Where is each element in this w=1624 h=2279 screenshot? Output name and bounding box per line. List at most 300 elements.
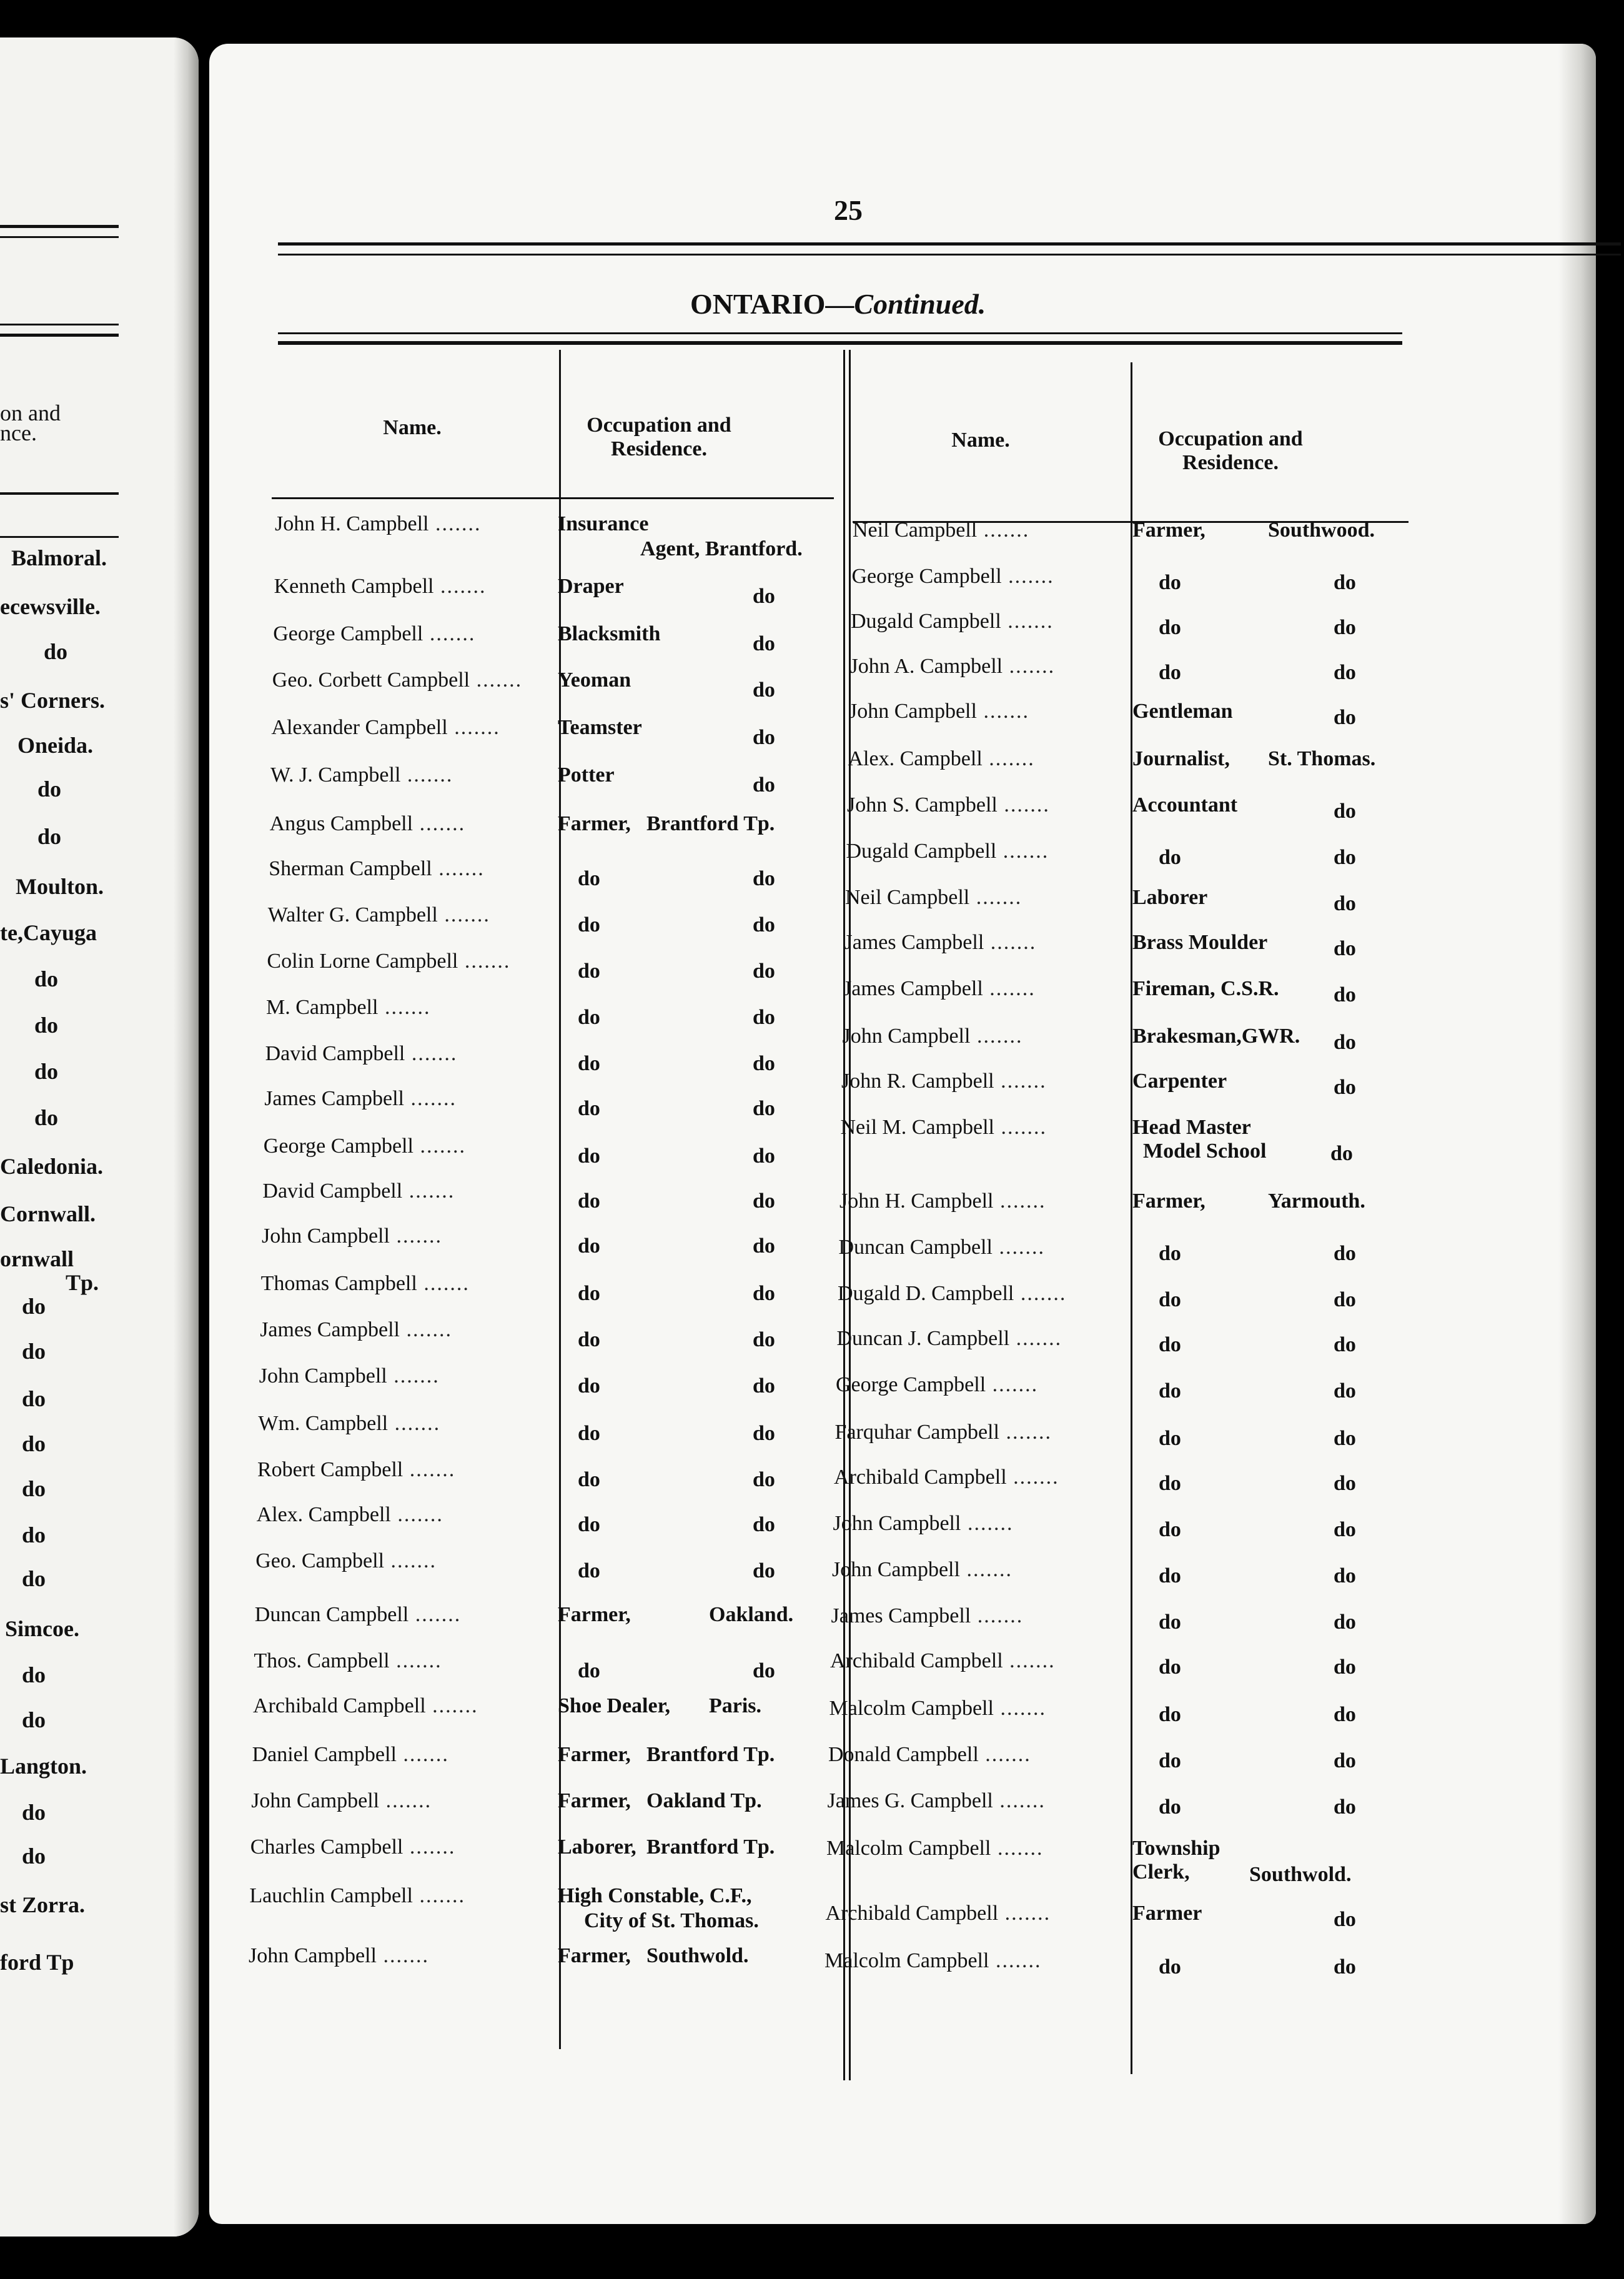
entry-name-left	[269, 857, 485, 881]
name-text: Lauchlin Campbell	[249, 1884, 413, 1907]
leader-dots: .......	[376, 1944, 429, 1967]
entry-occupation-left: Blacksmith	[558, 622, 661, 645]
left-page-fragment: do	[22, 1707, 46, 1732]
leader-dots: .......	[390, 1503, 443, 1526]
entry-residence-right: Southwood.	[1268, 519, 1375, 542]
left-rule-5	[0, 492, 119, 495]
entry-name-right	[826, 1902, 1051, 1925]
name-text: Neil Campbell	[853, 519, 978, 542]
entry-name-right	[833, 1512, 1014, 1536]
entry-name-right	[838, 1282, 1066, 1306]
entry-occupation-right: do	[1159, 1333, 1181, 1356]
left-page-edge	[0, 37, 199, 2237]
entry-occupation-left: do	[578, 1097, 600, 1120]
entry-name-left	[270, 812, 465, 836]
page-number: 25	[834, 194, 863, 226]
left-page-fragment: do	[37, 777, 62, 802]
entry-residence-left: Brantford Tp.	[646, 1743, 775, 1766]
column-header-name-left	[350, 416, 475, 440]
entry-name-right	[839, 1236, 1045, 1259]
left-page-fragment: do	[34, 1105, 59, 1130]
entry-residence-right: do	[1334, 661, 1356, 684]
entry-name-left	[251, 1789, 432, 1813]
entry-residence-right: do	[1334, 1379, 1356, 1403]
entry-name-left	[250, 1835, 456, 1859]
leader-dots: .......	[1001, 565, 1054, 588]
leader-dots: .......	[400, 763, 453, 787]
entry-name-left	[261, 1272, 470, 1296]
entry-residence-left: do	[753, 632, 775, 655]
leader-dots: .......	[996, 840, 1049, 863]
leader-dots: .......	[389, 1649, 442, 1672]
entry-residence-left: do	[753, 1559, 775, 1582]
entry-name-left	[267, 950, 510, 973]
name-text: Neil Campbell	[845, 886, 970, 909]
column-divider-center-a	[843, 350, 845, 2080]
left-page-fragment: Cornwall.	[0, 1201, 96, 1226]
leader-dots: .......	[998, 1902, 1051, 1925]
entry-name-left	[273, 622, 475, 646]
entry-occupation-right: Accountant	[1132, 793, 1238, 817]
leader-dots: .......	[399, 1318, 452, 1341]
entry-residence-continued-left: City of St. Thomas.	[584, 1909, 759, 1932]
left-rule-4	[0, 334, 119, 337]
name-text: Duncan Campbell	[838, 1236, 993, 1259]
left-page-fragment: s' Corners.	[0, 688, 105, 713]
leader-dots: .......	[993, 1697, 1046, 1720]
column-header-occupation-right	[1099, 427, 1362, 475]
entry-occupation-right: Gentleman	[1132, 700, 1233, 723]
left-page-gutter	[174, 37, 199, 2237]
entry-occupation-right: do	[1159, 1656, 1181, 1679]
entry-residence-left: do	[753, 726, 775, 749]
entry-name-left	[262, 1224, 442, 1248]
leader-dots: .......	[993, 1789, 1046, 1812]
entry-name-right	[824, 1949, 1041, 1973]
entry-occupation-left: Yeoman	[558, 668, 631, 692]
leader-dots: .......	[959, 1558, 1013, 1581]
leader-dots: .......	[970, 1025, 1023, 1048]
name-text: Neil M. Campbell	[840, 1116, 994, 1139]
leader-dots: .......	[977, 519, 1030, 542]
leader-dots: .......	[413, 812, 466, 835]
entry-occupation-left: High Constable, C.F.,	[558, 1884, 752, 1907]
left-page-fragment: do	[22, 1844, 46, 1869]
entry-occupation-right: do	[1159, 1795, 1181, 1819]
entry-occupation-left: Insurance	[558, 512, 649, 535]
left-page-fragment: Balmoral.	[11, 545, 107, 570]
entry-residence-left: do	[753, 1422, 775, 1445]
entry-name-left	[249, 1944, 429, 1968]
name-text: John Campbell	[849, 700, 977, 723]
left-page-fragment: do	[34, 966, 59, 991]
leader-dots: .......	[982, 747, 1035, 770]
entry-name-left	[253, 1694, 478, 1718]
entry-residence-left: Brantford Tp.	[646, 1835, 775, 1859]
leader-dots: .......	[999, 1421, 1052, 1444]
leader-dots: .......	[388, 1412, 441, 1435]
name-text: James Campbell	[843, 977, 983, 1000]
entry-residence-right: do	[1334, 1472, 1356, 1495]
entry-occupation-right: Brass Moulder	[1132, 931, 1268, 954]
name-text: Archibald Campbell	[825, 1902, 999, 1925]
entry-occupation-left: Laborer,	[558, 1835, 636, 1859]
name-text: M. Campbell	[266, 996, 379, 1019]
left-page-fragment: on and	[0, 400, 61, 425]
entry-occupation-right: Head Master	[1132, 1116, 1251, 1139]
entry-residence-left: do	[753, 1189, 775, 1213]
entry-residence-right: Yarmouth.	[1268, 1189, 1365, 1213]
entry-residence-right: do	[1334, 892, 1356, 915]
entry-occupation-left: do	[578, 1006, 600, 1029]
entry-occupation-right: do	[1159, 1242, 1181, 1265]
name-text: Donald Campbell	[828, 1743, 979, 1766]
entry-name-right	[834, 1466, 1059, 1489]
name-text: Malcolm Campbell	[829, 1697, 994, 1720]
entry-residence-left: do	[753, 585, 775, 608]
entry-occupation-left: Teamster	[558, 716, 642, 739]
leader-dots: .......	[983, 977, 1036, 1000]
entry-residence-left: do	[753, 1468, 775, 1491]
entry-residence-left: Oakland Tp.	[646, 1789, 762, 1812]
leader-dots: .......	[432, 857, 485, 880]
entry-occupation-left: do	[578, 1468, 600, 1491]
leader-dots: .......	[425, 1694, 478, 1717]
entry-name-left	[262, 1179, 455, 1203]
entry-residence-right: do	[1334, 1288, 1356, 1311]
name-text: John Campbell	[251, 1789, 380, 1812]
leader-dots: .......	[976, 700, 1029, 723]
name-text: David Campbell	[262, 1179, 403, 1203]
entry-occupation-right: do	[1159, 1611, 1181, 1634]
name-text: Wm. Campbell	[258, 1412, 389, 1435]
name-text: Sherman Campbell	[269, 857, 432, 880]
entry-residence-left: Brantford Tp.	[646, 812, 775, 835]
entry-occupation-left: do	[578, 1328, 600, 1351]
leader-dots: .......	[447, 716, 500, 739]
entry-name-right	[831, 1604, 1024, 1628]
header-text: Name.	[383, 416, 442, 439]
leader-dots: .......	[412, 1884, 465, 1907]
entry-occupation-right: do	[1159, 1703, 1181, 1726]
name-text: Duncan J. Campbell	[836, 1327, 1010, 1350]
name-text: John Campbell	[833, 1512, 961, 1535]
left-page-fragment: do	[22, 1431, 46, 1456]
entry-name-right	[826, 1837, 1043, 1860]
name-text: John A. Campbell	[849, 655, 1003, 678]
name-text: John S. Campbell	[847, 793, 998, 817]
header-line-2: Residence.	[611, 437, 707, 460]
entry-occupation-left: Farmer,	[558, 1789, 631, 1812]
left-page-fragment: st Zorra.	[0, 1892, 85, 1917]
entry-occupation-right: do	[1159, 1379, 1181, 1403]
leader-dots: .......	[992, 1236, 1045, 1259]
left-page-fragment: ecewsville.	[0, 594, 101, 619]
leader-dots: .......	[389, 1224, 442, 1248]
entry-name-right	[853, 519, 1029, 542]
entry-residence-left: Oakland.	[709, 1603, 794, 1626]
entry-occupation-right: do	[1159, 1427, 1181, 1450]
leader-dots: .......	[1003, 655, 1056, 678]
entry-name-right	[835, 1421, 1052, 1444]
entry-residence-left: do	[753, 1328, 775, 1351]
leader-dots: .......	[437, 903, 490, 926]
leader-dots: .......	[1014, 1282, 1067, 1305]
left-page-fragment: do	[44, 639, 68, 664]
leader-dots: .......	[458, 950, 511, 973]
left-page-fragment: Caledonia.	[0, 1154, 104, 1179]
left-rule-1	[0, 225, 119, 228]
entry-name-left	[260, 1318, 452, 1342]
entry-occupation-left: do	[578, 1374, 600, 1398]
leader-dots: .......	[404, 1087, 457, 1110]
entry-name-left	[257, 1503, 443, 1527]
entry-occupation-right: Journalist,	[1132, 747, 1230, 770]
name-text: Farquhar Campbell	[834, 1421, 999, 1444]
leader-dots: .......	[997, 793, 1050, 817]
entry-residence-right: do	[1334, 1564, 1356, 1587]
leader-dots: .......	[417, 1272, 470, 1295]
entry-residence-right: do	[1334, 1333, 1356, 1356]
entry-occupation-left: Farmer,	[558, 812, 631, 835]
left-page-fragment: do	[22, 1339, 46, 1364]
leader-dots: .......	[978, 1743, 1031, 1766]
entry-name-right	[836, 1373, 1038, 1397]
entry-name-left	[268, 903, 490, 927]
leader-dots: .......	[1001, 610, 1054, 633]
entry-name-left	[249, 1884, 465, 1908]
leader-dots: .......	[984, 931, 1037, 954]
leader-dots: .......	[379, 1789, 432, 1812]
entry-residence-right: do	[1334, 616, 1356, 639]
entry-occupation-left: do	[578, 913, 600, 936]
entry-residence-left: do	[753, 1659, 775, 1682]
entry-name-right	[843, 1025, 1023, 1048]
column-header-name-right	[918, 429, 1043, 452]
entry-occupation-right: Carpenter	[1132, 1070, 1227, 1093]
name-text: Geo. Campbell	[255, 1549, 385, 1572]
entry-name-left	[255, 1603, 461, 1627]
name-text: Thos. Campbell	[254, 1649, 390, 1672]
entry-occupation-left: do	[578, 1513, 600, 1536]
entry-occupation-left: do	[578, 867, 600, 890]
name-text: John R. Campbell	[841, 1070, 994, 1093]
leader-dots: .......	[384, 1549, 437, 1572]
left-page-fragment: Langton.	[0, 1754, 87, 1779]
leader-dots: .......	[428, 512, 482, 535]
entry-name-right	[841, 1116, 1047, 1140]
entry-occupation-right: do	[1159, 1749, 1181, 1772]
entry-residence-left: do	[753, 1006, 775, 1029]
name-text: James Campbell	[844, 931, 984, 954]
left-page-fragment: do	[22, 1386, 46, 1411]
entry-name-left	[275, 512, 481, 536]
entry-name-left	[271, 716, 500, 740]
name-text: W. J. Campbell	[270, 763, 401, 787]
entry-residence-left: Southwold.	[646, 1944, 749, 1967]
left-page-fragment: do	[34, 1059, 59, 1084]
entry-occupation-left: Shoe Dealer,	[558, 1694, 671, 1717]
header-rule-thin	[278, 332, 1402, 334]
entry-name-right	[849, 700, 1029, 723]
entry-occupation-left: Farmer,	[558, 1743, 631, 1766]
entry-occupation-right: Brakesman,GWR.	[1132, 1025, 1300, 1048]
entry-name-left	[257, 1458, 455, 1482]
section-title-main: ONTARIO—	[690, 288, 854, 320]
leader-dots: .......	[961, 1512, 1014, 1535]
leader-dots: .......	[989, 1949, 1042, 1972]
entry-residence-continued-right: do	[1330, 1142, 1353, 1165]
left-page-fragment: do	[37, 824, 62, 849]
entry-name-right	[839, 1189, 1046, 1213]
entry-name-right	[832, 1558, 1013, 1582]
column-header-occupation-left	[534, 414, 784, 461]
section-title	[690, 287, 986, 320]
name-text: George Campbell	[263, 1135, 413, 1158]
left-rule-2	[0, 236, 119, 238]
name-text: Alex. Campbell	[256, 1503, 391, 1526]
leader-dots: .......	[993, 1189, 1046, 1213]
name-text: Alex. Campbell	[848, 747, 983, 770]
entry-residence-left: do	[753, 1513, 775, 1536]
entry-occupation-left: do	[578, 1234, 600, 1258]
entry-name-left	[264, 1135, 466, 1158]
name-text: James Campbell	[260, 1318, 400, 1341]
name-text: George Campbell	[273, 622, 423, 645]
entry-name-right	[850, 655, 1056, 678]
entry-name-left	[254, 1649, 442, 1673]
entry-occupation-left: do	[578, 1189, 600, 1213]
entry-residence-left: do	[753, 773, 775, 797]
entry-residence-left: do	[753, 867, 775, 890]
left-page-fragment: te,Cayuga	[0, 920, 97, 945]
top-rule-thin	[278, 254, 1621, 256]
entry-residence-right: do	[1334, 1427, 1356, 1450]
entry-name-left	[252, 1743, 449, 1767]
header-line-1: Occupation and	[587, 414, 731, 437]
entry-residence-right: do	[1334, 1242, 1356, 1265]
entry-occupation-right: do	[1159, 571, 1181, 594]
entry-occupation-continued-right: Model School	[1143, 1140, 1267, 1163]
entry-occupation-right: do	[1159, 846, 1181, 869]
left-page-fragment: do	[22, 1522, 46, 1547]
page-edge	[1558, 44, 1596, 2224]
entry-occupation-right: do	[1159, 616, 1181, 639]
column-header-rule-left	[272, 497, 834, 499]
entry-name-left	[255, 1549, 437, 1573]
left-rule-3	[0, 324, 119, 325]
entry-name-right	[829, 1697, 1046, 1720]
entry-name-left	[265, 1042, 458, 1066]
entry-name-right	[846, 840, 1049, 863]
leader-dots: .......	[408, 1603, 462, 1626]
entry-occupation-right: Fireman, C.S.R.	[1132, 977, 1279, 1000]
header-rule-thick	[278, 341, 1402, 345]
entry-occupation-left: do	[578, 1144, 600, 1168]
name-text: Archibald Campbell	[834, 1466, 1007, 1489]
entry-residence-left: do	[753, 1234, 775, 1258]
entry-name-right	[848, 747, 1035, 771]
entry-name-left	[272, 668, 522, 692]
entry-residence-left: do	[753, 960, 775, 983]
entry-residence-right: do	[1334, 1749, 1356, 1772]
entry-residence-continued-right: Southwold.	[1249, 1863, 1352, 1886]
name-text: Thomas Campbell	[260, 1272, 417, 1295]
entry-residence-left: do	[753, 1282, 775, 1305]
entry-name-right	[841, 1070, 1047, 1093]
entry-occupation-left: Farmer,	[558, 1944, 631, 1967]
name-text: George Campbell	[836, 1373, 986, 1396]
name-text: John Campbell	[832, 1558, 960, 1581]
name-text: John Campbell	[249, 1944, 377, 1967]
name-text: Alexander Campbell	[271, 716, 448, 739]
entry-residence-right: do	[1334, 1703, 1356, 1726]
entry-residence-right: do	[1334, 800, 1356, 823]
entry-residence-left: do	[753, 678, 775, 702]
entry-residence-left: Paris.	[709, 1694, 762, 1717]
entry-residence-left: do	[753, 1097, 775, 1120]
name-text: John Campbell	[259, 1364, 387, 1388]
entry-occupation-left: do	[578, 1559, 600, 1582]
left-page-fragment: ornwall	[0, 1246, 74, 1271]
name-text: George Campbell	[851, 565, 1002, 588]
entry-name-right	[844, 931, 1037, 955]
entry-name-right	[828, 1743, 1031, 1767]
entry-name-left	[258, 1412, 440, 1436]
entry-residence-right: do	[1334, 1656, 1356, 1679]
entry-name-right	[851, 610, 1054, 633]
name-text: Walter G. Campbell	[267, 903, 438, 926]
entry-occupation-continued-right: Clerk,	[1132, 1860, 1190, 1884]
entry-residence-right: do	[1334, 1908, 1356, 1931]
left-page-fragment: do	[22, 1662, 46, 1687]
left-rule-6	[0, 536, 119, 538]
name-text: David Campbell	[265, 1042, 405, 1065]
leader-dots: .......	[1006, 1466, 1059, 1489]
name-text: Malcolm Campbell	[826, 1837, 991, 1860]
header-line-1: Occupation and	[1158, 427, 1303, 450]
leader-dots: .......	[470, 668, 523, 692]
entry-name-right	[852, 565, 1054, 588]
leader-dots: .......	[971, 1604, 1024, 1627]
left-page-fragment: Simcoe.	[5, 1616, 79, 1641]
left-page-fragment: nce.	[0, 420, 37, 445]
entry-occupation-left: do	[578, 1422, 600, 1445]
entry-name-left	[259, 1364, 440, 1388]
name-text: Charles Campbell	[250, 1835, 404, 1859]
entry-residence-left: do	[753, 1374, 775, 1398]
entry-residence-left: do	[753, 1144, 775, 1168]
entry-occupation-right: Laborer	[1132, 886, 1208, 909]
leader-dots: .......	[433, 575, 487, 598]
entry-residence-left: do	[753, 913, 775, 936]
left-page-fragment: ford Tp	[0, 1950, 74, 1975]
entry-residence-right: do	[1334, 706, 1356, 729]
entry-occupation-left: Farmer,	[558, 1603, 631, 1626]
name-text: Archibald Campbell	[253, 1694, 426, 1717]
left-page-fragment: do	[22, 1800, 46, 1825]
entry-occupation-right: Farmer,	[1132, 519, 1206, 542]
leader-dots: .......	[991, 1837, 1044, 1860]
entry-residence-right: do	[1334, 1611, 1356, 1634]
entry-occupation-left: Potter	[558, 763, 615, 787]
column-divider-right	[1131, 362, 1132, 2074]
entry-name-left	[270, 763, 453, 787]
name-text: John H. Campbell	[839, 1189, 994, 1213]
name-text: James Campbell	[264, 1087, 404, 1110]
left-page-fragment: do	[22, 1294, 46, 1319]
leader-dots: .......	[423, 622, 476, 645]
